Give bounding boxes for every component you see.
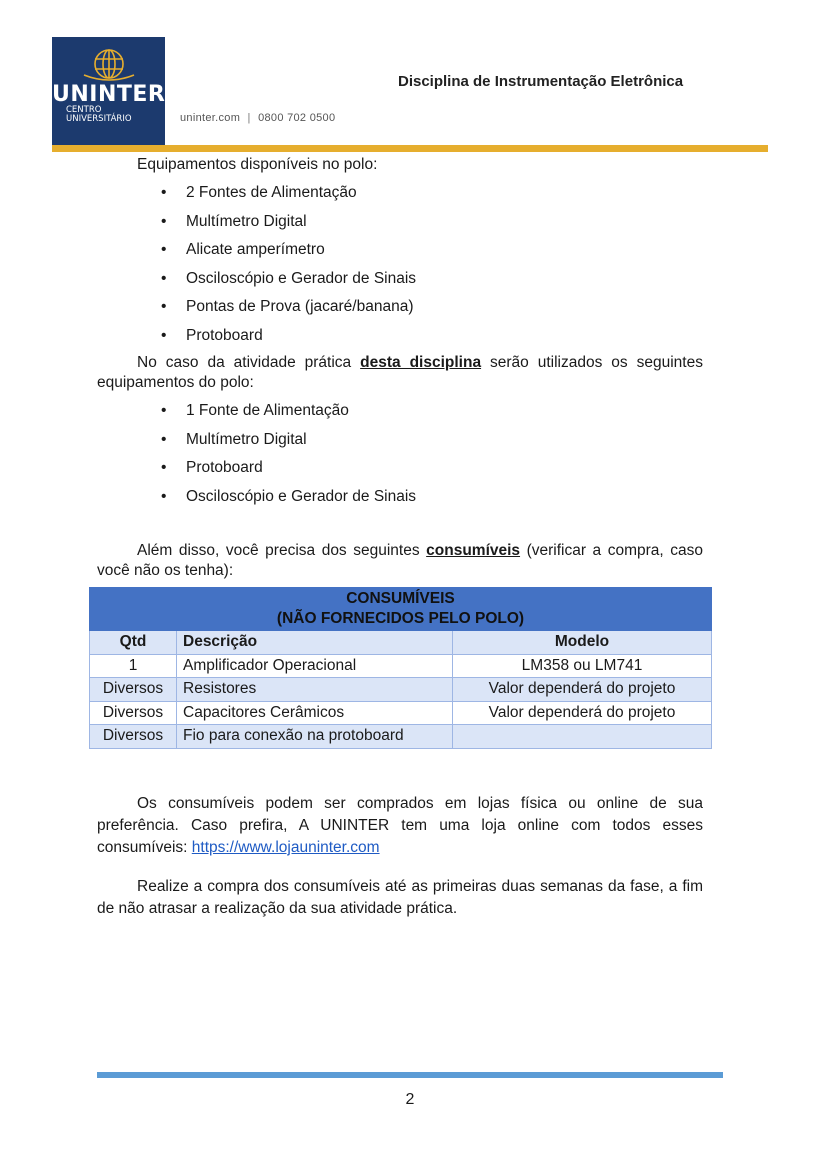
contact-separator: | [247, 112, 251, 124]
list-item: • 1 Fonte de Alimentação [186, 402, 416, 431]
consumables-paragraph: Além disso, você precisa dos seguintes consumíveis (verificar a compra, caso você não os tenha): [97, 542, 703, 579]
cell-modelo: Valor dependerá do projeto [453, 678, 712, 702]
table-row [90, 654, 712, 678]
page-number: 2 [405, 1091, 415, 1108]
cell-qtd: Diversos [90, 725, 177, 749]
practical-paragraph: No caso da atividade prática desta disciplina serão utilizados os seguintes equipamentos do polo: [97, 354, 703, 391]
store-link[interactable]: https://www.lojauninter.com [191, 839, 380, 856]
cell-modelo: Valor dependerá do projeto [453, 701, 712, 725]
emphasis-text: desta disciplina [360, 354, 482, 371]
contact-info [180, 112, 335, 124]
header-divider [52, 145, 768, 152]
column-header-qtd: Qtd [90, 631, 177, 655]
cell-qtd: 1 [90, 654, 177, 678]
list-item: • Protoboard [186, 459, 416, 488]
consumables-table [89, 587, 712, 749]
list-item: • Pontas de Prova (jacaré/banana) [186, 298, 416, 327]
emphasis-text: consumíveis [426, 542, 521, 559]
cell-qtd: Diversos [90, 701, 177, 725]
uninter-logo [52, 37, 165, 145]
cell-descricao: Resistores [177, 678, 453, 702]
list-item: • Multímetro Digital [186, 213, 416, 242]
cell-descricao: Fio para conexão na protoboard [177, 725, 453, 749]
list-item: • Alicate amperímetro [186, 241, 416, 270]
cell-descricao: Amplificador Operacional [177, 654, 453, 678]
purchase-paragraph: Os consumíveis podem ser comprados em lojas física ou online de sua preferência. Caso prefira, A UNINTER tem uma loja online com todos esses consumíveis: https://www.lojauninter.com [97, 795, 703, 856]
list-item: • 2 Fontes de Alimentação [186, 184, 416, 213]
globe-icon [78, 45, 140, 83]
practical-list [186, 402, 416, 516]
table-title: CONSUMÍVEIS (NÃO FORNECIDOS PELO POLO) [90, 588, 712, 631]
discipline-title: Disciplina de Instrumentação Eletrônica [398, 73, 684, 90]
equipment-intro: Equipamentos disponíveis no polo: [137, 156, 378, 173]
footer-divider [97, 1072, 723, 1078]
column-header-modelo: Modelo [453, 631, 712, 655]
column-header-descricao: Descrição [177, 631, 453, 655]
logo-subtitle: CENTRO UNIVERSITÁRIO [66, 105, 132, 124]
list-item: • Protoboard [186, 327, 416, 356]
list-item: • Osciloscópio e Gerador de Sinais [186, 488, 416, 517]
cell-modelo: LM358 ou LM741 [453, 654, 712, 678]
equipment-list [186, 184, 416, 355]
list-item: • Osciloscópio e Gerador de Sinais [186, 270, 416, 299]
table-row [90, 725, 712, 749]
table-row [90, 678, 712, 702]
table-header-row [90, 631, 712, 655]
cell-descricao: Capacitores Cerâmicos [177, 701, 453, 725]
cell-modelo [453, 725, 712, 749]
list-item: • Multímetro Digital [186, 431, 416, 460]
logo-name: UNINTER [52, 82, 166, 107]
contact-site: uninter.com [180, 112, 241, 124]
cell-qtd: Diversos [90, 678, 177, 702]
table-title-row [90, 588, 712, 631]
deadline-paragraph: Realize a compra dos consumíveis até as primeiras duas semanas da fase, a fim de não atrasar a realização da sua atividade prática. [97, 878, 703, 917]
contact-phone: 0800 702 0500 [258, 112, 336, 124]
table-row [90, 701, 712, 725]
